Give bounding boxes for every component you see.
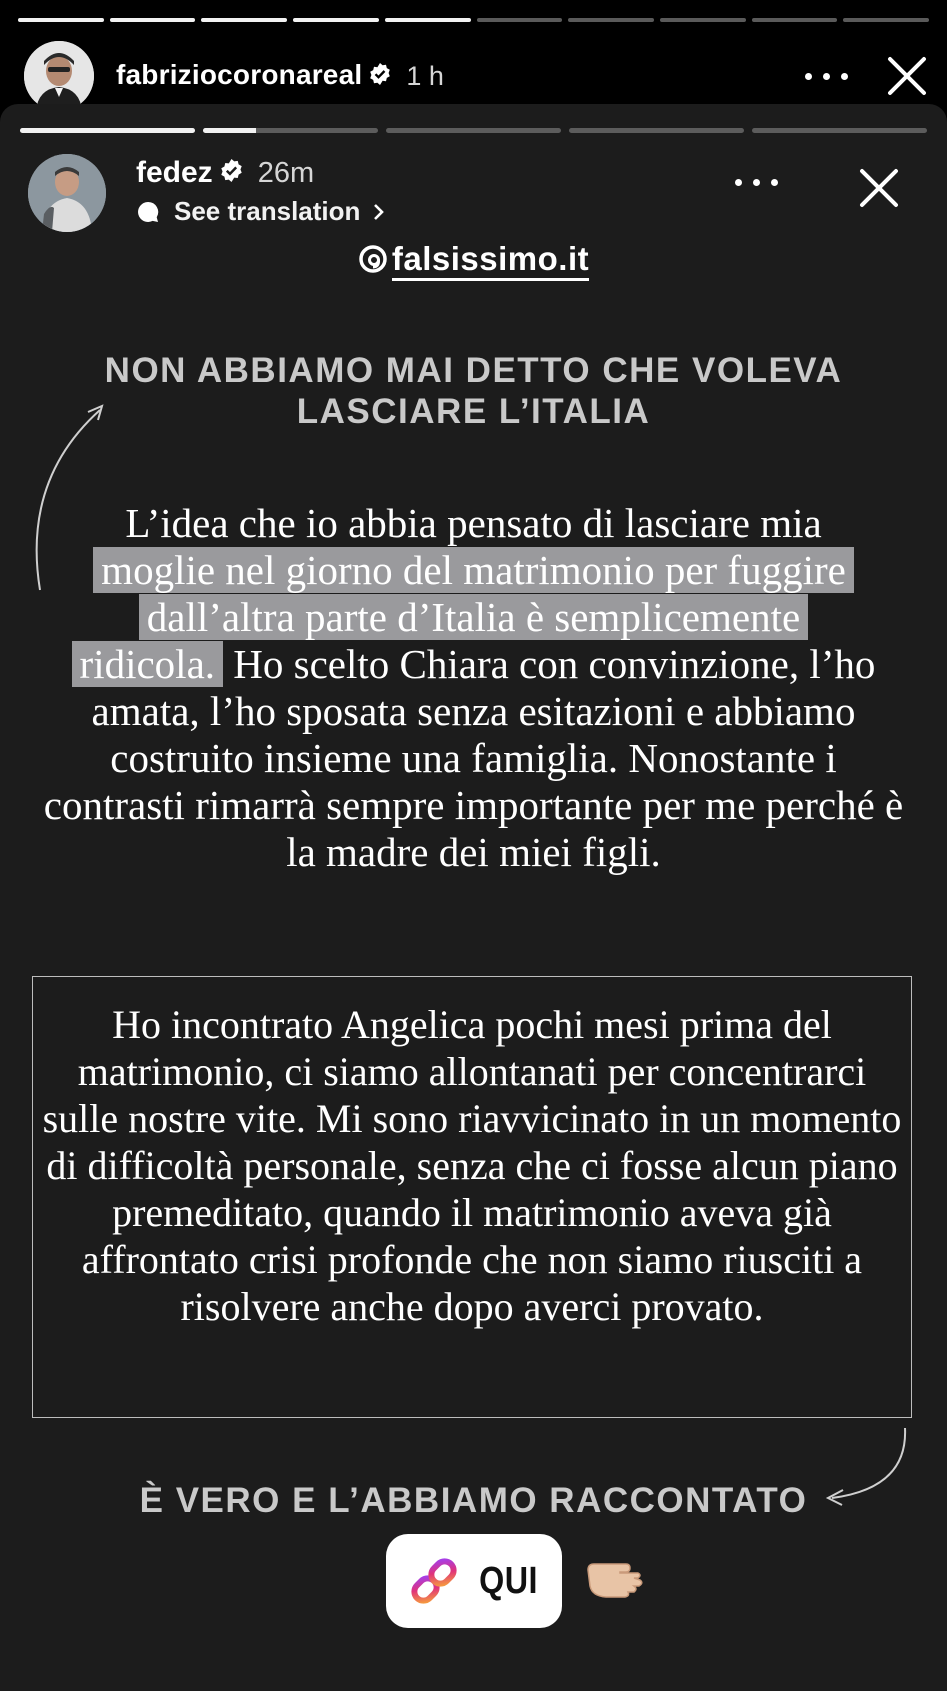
progress-segment (385, 18, 471, 22)
progress-segment (568, 18, 654, 22)
link-icon (404, 1551, 464, 1611)
progress-segment (752, 18, 838, 22)
quote-text-1: L’idea che io abbia pensato di lasciare mia moglie nel giorno del matrimonio per fuggire dall’altra parte d’Italia è semplicemente ridicola. Ho scelto Chiara con convinzione, l’ho amata, l’ho sposata senza esitazioni e abbiamo costruito insieme una famiglia. Nonostante i contrasti rimarrà sempre importante per me perché è la madre dei miei figli. (43, 500, 904, 875)
more-options-icon[interactable] (805, 66, 849, 86)
progress-segment (18, 18, 104, 22)
see-translation-button[interactable]: See translation (136, 196, 386, 227)
shared-story-card (0, 104, 947, 1691)
headline-top: NON ABBIAMO MAI DETTO CHE VOLEVA LASCIARE L’ITALIA (104, 351, 843, 431)
progress-segment (660, 18, 746, 22)
avatar[interactable] (24, 41, 94, 111)
close-icon[interactable] (885, 54, 929, 98)
verified-badge-icon (219, 157, 244, 191)
inner-timestamp: 26m (257, 157, 315, 189)
verified-badge-icon (368, 61, 392, 93)
chevron-right-icon (372, 202, 386, 222)
progress-segment (110, 18, 196, 22)
quote-box (32, 976, 912, 1418)
link-label: QUI (479, 1559, 539, 1602)
highlighted-text: moglie nel giorno del matrimonio per fuggire (93, 547, 854, 593)
mention-sticker[interactable] (0, 240, 947, 278)
mention-handle: falsissimo.it (392, 240, 589, 281)
highlighted-text: dall’altra parte d’Italia è semplicemente (139, 594, 808, 640)
progress-segment (752, 128, 927, 133)
progress-segment (569, 128, 744, 133)
progress-segment (386, 128, 561, 133)
inner-story-header (28, 152, 927, 232)
close-icon[interactable] (857, 166, 901, 210)
progress-segment (477, 18, 563, 22)
outer-username[interactable]: fabriziocoronareal (116, 59, 392, 93)
progress-segment (201, 18, 287, 22)
link-sticker[interactable] (386, 1534, 562, 1628)
progress-segment (843, 18, 929, 22)
progress-segment (20, 128, 195, 133)
threads-logo-icon (358, 244, 388, 274)
speech-bubble-icon (136, 200, 160, 224)
pointing-hand-icon (586, 1556, 656, 1600)
outer-timestamp: 1 h (406, 60, 444, 91)
headline-bottom: È VERO E L’ABBIAMO RACCONTATO (139, 1481, 808, 1520)
avatar[interactable] (28, 154, 106, 232)
quote-text-2: Ho incontrato Angelica pochi mesi prima del matrimonio, ci siamo allontanati per concentrarci sulle nostre vite. Mi sono riavvicinato in un momento di difficoltà personale, senza che ci fosse alcun piano premeditato, quando il matrimonio aveva già affrontato crisi profonde che non siamo riusciti a risolvere anche dopo averci provato. (42, 1002, 902, 1329)
more-options-icon[interactable] (735, 172, 779, 192)
inner-username[interactable]: fedez 26m (136, 156, 314, 191)
inner-story-progress (20, 128, 927, 133)
progress-segment (293, 18, 379, 22)
highlighted-text: ridicola. (72, 641, 223, 687)
progress-segment (203, 128, 378, 133)
outer-story-header (24, 42, 929, 110)
outer-story-progress (18, 18, 929, 22)
